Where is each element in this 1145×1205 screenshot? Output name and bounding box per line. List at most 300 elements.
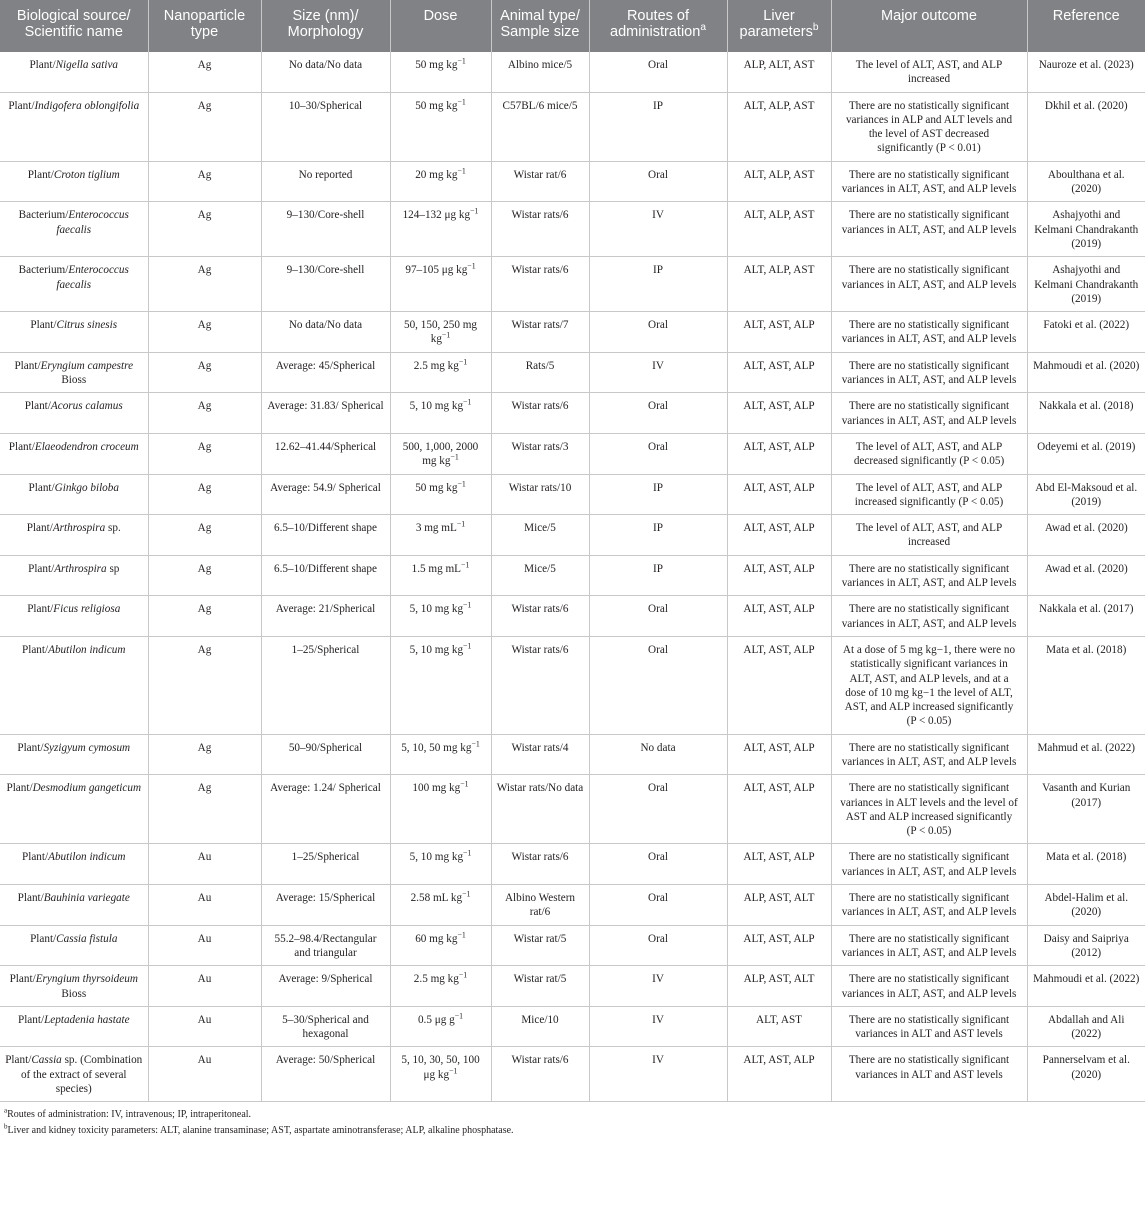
dose-value: 1.5 mg mL [411, 562, 462, 575]
cell-liver-parameters: ALT, AST, ALP [727, 925, 831, 966]
source-prefix: Plant/ [30, 319, 57, 332]
column-header-label: Routes of administration [610, 8, 701, 40]
cell-reference: Mahmoudi et al. (2022) [1027, 966, 1145, 1007]
cell-dose [390, 433, 491, 474]
footnote-text: Liver and kidney toxicity parameters: ALT, alanine transaminase; AST, aspartate aminotransferase; ALP, alkaline phosphatase. [7, 1125, 514, 1137]
cell-liver-parameters: ALT, AST, ALP [727, 474, 831, 515]
cell-reference: Fatoki et al. (2022) [1027, 312, 1145, 353]
cell-route: IP [589, 555, 727, 596]
table-row [0, 775, 1145, 844]
scientific-name: Abutilon indicum [48, 643, 126, 656]
cell-animal-sample: Wistar rats/6 [491, 257, 589, 312]
cell-reference: Dkhil et al. (2020) [1027, 92, 1145, 161]
cell-size-morphology: 9–130/Core-shell [261, 202, 390, 257]
cell-dose [390, 596, 491, 637]
cell-reference: Mata et al. (2018) [1027, 636, 1145, 734]
source-prefix: Plant/ [22, 643, 49, 656]
cell-major-outcome: There are no statistically significant variances in ALT, AST, and ALP levels [831, 555, 1027, 596]
dose-exponent: −1 [467, 261, 476, 271]
cell-reference: Abdel-Halim et al. (2020) [1027, 885, 1145, 926]
column-header-label: Animal type/ Sample size [500, 8, 580, 40]
cell-major-outcome: There are no statistically significant variances in ALT, AST, and ALP levels [831, 257, 1027, 312]
scientific-name: Nigella sativa [55, 59, 119, 71]
cell-animal-sample: Wistar rats/7 [491, 312, 589, 353]
dose-value: 2.5 mg kg [413, 973, 459, 986]
cell-route: IV [589, 1006, 727, 1047]
cell-liver-parameters: ALP, ALT, AST [727, 52, 831, 92]
column-header [261, 0, 390, 52]
column-header-label: Reference [1052, 8, 1120, 24]
cell-source [0, 596, 148, 637]
scientific-name: Leptadenia hastate [44, 1013, 130, 1026]
cell-route: IP [589, 515, 727, 556]
source-prefix: Plant/ [30, 932, 57, 945]
cell-nanoparticle-type: Ag [148, 393, 261, 434]
source-prefix: Plant/ [28, 481, 55, 494]
cell-source [0, 885, 148, 926]
cell-animal-sample: Wistar rats/6 [491, 596, 589, 637]
cell-animal-sample: Rats/5 [491, 352, 589, 393]
column-header [148, 0, 261, 52]
dose-exponent: −1 [461, 559, 470, 569]
header-row [0, 0, 1145, 52]
column-header-label: Major outcome [881, 8, 977, 24]
cell-liver-parameters: ALT, AST, ALP [727, 734, 831, 775]
dose-exponent: −1 [463, 848, 472, 858]
cell-nanoparticle-type: Ag [148, 555, 261, 596]
scientific-name: Bauhinia variegate [43, 892, 130, 905]
dose-value: 3 mg mL [415, 522, 457, 535]
cell-reference: Ashajyothi and Kelmani Chandrakanth (2019) [1027, 202, 1145, 257]
table-row [0, 734, 1145, 775]
footnote-marker: b [4, 1123, 8, 1131]
cell-major-outcome: There are no statistically significant variances in ALT, AST, and ALP levels [831, 202, 1027, 257]
dose-exponent: −1 [460, 779, 469, 789]
source-prefix: Plant/ [8, 99, 35, 112]
cell-nanoparticle-type: Au [148, 966, 261, 1007]
scientific-name: Eryngium campestre [40, 359, 134, 372]
cell-liver-parameters: ALT, AST, ALP [727, 433, 831, 474]
table-body [0, 52, 1145, 1102]
cell-route: IP [589, 92, 727, 161]
cell-source [0, 966, 148, 1007]
cell-liver-parameters: ALT, AST, ALP [727, 393, 831, 434]
scientific-name: Ginkgo biloba [54, 481, 119, 494]
scientific-name: Enterococcus faecalis [56, 209, 129, 236]
cell-size-morphology: Average: 45/Spherical [261, 352, 390, 393]
cell-animal-sample: C57BL/6 mice/5 [491, 92, 589, 161]
cell-reference: Awad et al. (2020) [1027, 555, 1145, 596]
cell-animal-sample: Mice/5 [491, 555, 589, 596]
cell-size-morphology: 12.62–41.44/Spherical [261, 433, 390, 474]
cell-major-outcome: There are no statistically significant variances in ALT and AST levels [831, 1047, 1027, 1102]
dose-value: 20 mg kg [415, 168, 458, 181]
cell-reference: Abdallah and Ali (2022) [1027, 1006, 1145, 1047]
cell-source [0, 925, 148, 966]
cell-size-morphology: Average: 21/Spherical [261, 596, 390, 637]
column-header [589, 0, 727, 52]
column-header [1027, 0, 1145, 52]
footnote [4, 1108, 1141, 1121]
source-prefix: Plant/ [17, 741, 44, 754]
dose-exponent: −1 [470, 206, 479, 216]
cell-reference: Aboulthana et al. (2020) [1027, 161, 1145, 202]
footnote-marker: b [812, 22, 819, 34]
source-prefix: Plant/ [24, 400, 51, 413]
cell-animal-sample: Albino mice/5 [491, 52, 589, 92]
scientific-name: Acorus calamus [50, 400, 123, 413]
cell-major-outcome: There are no statistically significant variances in ALT and AST levels [831, 1006, 1027, 1047]
scientific-name: Croton tiglium [53, 168, 120, 181]
cell-dose [390, 636, 491, 734]
column-header [831, 0, 1027, 52]
cell-animal-sample: Mice/5 [491, 515, 589, 556]
cell-major-outcome: There are no statistically significant variances in ALT, AST, and ALP levels [831, 734, 1027, 775]
source-prefix: Bacterium/ [18, 209, 69, 222]
dose-value: 5, 10, 30, 50, 100 μg kg [401, 1054, 480, 1081]
scientific-name: Arthrospira [52, 522, 106, 535]
cell-route: IV [589, 1047, 727, 1102]
cell-major-outcome: The level of ALT, AST, and ALP decreased significantly (P < 0.05) [831, 433, 1027, 474]
dose-value: 50 mg kg [415, 481, 458, 494]
cell-major-outcome: The level of ALT, AST, and ALP increased [831, 515, 1027, 556]
dose-value: 5, 10, 50 mg kg [401, 741, 472, 754]
cell-liver-parameters: ALT, AST, ALP [727, 515, 831, 556]
table-row [0, 474, 1145, 515]
cell-nanoparticle-type: Ag [148, 202, 261, 257]
cell-nanoparticle-type: Ag [148, 775, 261, 844]
cell-dose [390, 52, 491, 92]
cell-source [0, 92, 148, 161]
cell-nanoparticle-type: Ag [148, 474, 261, 515]
table-row [0, 844, 1145, 885]
cell-dose [390, 393, 491, 434]
table-row [0, 555, 1145, 596]
cell-dose [390, 1006, 491, 1047]
cell-animal-sample: Wistar rats/No data [491, 775, 589, 844]
dose-value: 100 mg kg [412, 782, 461, 795]
cell-major-outcome: The level of ALT, AST, and ALP increased significantly (P < 0.05) [831, 474, 1027, 515]
table-row [0, 1047, 1145, 1102]
cell-nanoparticle-type: Au [148, 844, 261, 885]
cell-liver-parameters: ALT, ALP, AST [727, 257, 831, 312]
cell-major-outcome: There are no statistically significant variances in ALT, AST, and ALP levels [831, 312, 1027, 353]
cell-reference: Mata et al. (2018) [1027, 844, 1145, 885]
source-prefix: Plant/ [29, 59, 56, 71]
cell-size-morphology: 5–30/Spherical and hexagonal [261, 1006, 390, 1047]
cell-source [0, 352, 148, 393]
source-prefix: Plant/ [14, 359, 41, 372]
source-prefix: Plant/ [26, 522, 53, 535]
cell-source [0, 515, 148, 556]
cell-size-morphology: No data/No data [261, 52, 390, 92]
cell-animal-sample: Wistar rats/6 [491, 1047, 589, 1102]
cell-dose [390, 161, 491, 202]
table-row [0, 885, 1145, 926]
cell-liver-parameters: ALT, ALP, AST [727, 161, 831, 202]
dose-value: 5, 10 mg kg [409, 851, 464, 864]
column-header-label: Nanoparticle type [163, 8, 246, 40]
cell-animal-sample: Wistar rat/6 [491, 161, 589, 202]
cell-source [0, 474, 148, 515]
cell-animal-sample: Wistar rats/4 [491, 734, 589, 775]
cell-nanoparticle-type: Ag [148, 257, 261, 312]
dose-exponent: −1 [458, 357, 468, 367]
cell-route: IP [589, 474, 727, 515]
dose-value: 124–132 μg kg [402, 209, 471, 222]
cell-dose [390, 734, 491, 775]
cell-dose [390, 555, 491, 596]
cell-animal-sample: Wistar rats/6 [491, 636, 589, 734]
footnote-text: Routes of administration: IV, intravenous; IP, intraperitoneal. [7, 1109, 252, 1121]
cell-reference: Pannerselvam et al. (2020) [1027, 1047, 1145, 1102]
dose-exponent: −1 [441, 330, 451, 340]
cell-nanoparticle-type: Ag [148, 734, 261, 775]
cell-nanoparticle-type: Ag [148, 161, 261, 202]
table-row [0, 433, 1145, 474]
cell-source [0, 393, 148, 434]
cell-major-outcome: There are no statistically significant variances in ALT, AST, and ALP levels [831, 596, 1027, 637]
scientific-name: Abutilon indicum [48, 851, 126, 864]
scientific-name: Eryngium thyrsoideum [35, 973, 138, 986]
cell-major-outcome: At a dose of 5 mg kg−1, there were no statistically significant variances in ALT, AST, and ALP levels, and at a dose of 10 mg kg−1 the level of ALT, AST, and ALP increased significantly (P < 0.05) [831, 636, 1027, 734]
dose-value: 2.5 mg kg [413, 359, 459, 372]
cell-reference: Mahmoudi et al. (2020) [1027, 352, 1145, 393]
cell-nanoparticle-type: Ag [148, 92, 261, 161]
cell-route: Oral [589, 312, 727, 353]
cell-liver-parameters: ALT, AST [727, 1006, 831, 1047]
cell-major-outcome: There are no statistically significant variances in ALT, AST, and ALP levels [831, 352, 1027, 393]
cell-size-morphology: No reported [261, 161, 390, 202]
dose-value: 50 mg kg [415, 99, 458, 112]
source-suffix: sp. (Combination of the extract of several species) [20, 1054, 143, 1096]
cell-dose [390, 312, 491, 353]
source-suffix: sp. [105, 522, 121, 535]
dose-exponent: −1 [449, 1066, 458, 1075]
cell-source [0, 734, 148, 775]
cell-nanoparticle-type: Ag [148, 515, 261, 556]
cell-animal-sample: Wistar rats/6 [491, 393, 589, 434]
dose-exponent: −1 [463, 641, 472, 651]
source-suffix: Bioss [61, 987, 87, 1000]
cell-source [0, 202, 148, 257]
cell-liver-parameters: ALT, ALP, AST [727, 92, 831, 161]
cell-route: Oral [589, 161, 727, 202]
cell-source [0, 636, 148, 734]
cell-major-outcome: There are no statistically significant variances in ALT, AST, and ALP levels [831, 925, 1027, 966]
table-row [0, 352, 1145, 393]
table-row [0, 636, 1145, 734]
scientific-name: Cassia [31, 1054, 62, 1067]
cell-major-outcome: There are no statistically significant variances in ALT, AST, and ALP levels [831, 161, 1027, 202]
dose-exponent: −1 [454, 1011, 464, 1021]
scientific-name: Cassia fistula [56, 932, 118, 945]
cell-size-morphology: Average: 31.83/ Spherical [261, 393, 390, 434]
cell-dose [390, 352, 491, 393]
dose-exponent: −1 [463, 600, 472, 610]
dose-value: 2.58 mL kg [410, 892, 463, 905]
footnotes [0, 1102, 1145, 1137]
table-row [0, 1006, 1145, 1047]
cell-size-morphology: 10–30/Spherical [261, 92, 390, 161]
cell-dose [390, 202, 491, 257]
source-prefix: Plant/ [17, 892, 44, 905]
cell-size-morphology: 50–90/Spherical [261, 734, 390, 775]
dose-value: 97–105 μg kg [405, 264, 468, 277]
source-prefix: Plant/ [6, 782, 33, 795]
cell-source [0, 1047, 148, 1102]
cell-reference: Ashajyothi and Kelmani Chandrakanth (2019) [1027, 257, 1145, 312]
source-prefix: Plant/ [27, 168, 54, 181]
cell-animal-sample: Wistar rat/5 [491, 966, 589, 1007]
cell-major-outcome: The level of ALT, AST, and ALP increased [831, 52, 1027, 92]
cell-liver-parameters: ALT, AST, ALP [727, 596, 831, 637]
cell-nanoparticle-type: Au [148, 885, 261, 926]
cell-route: IV [589, 202, 727, 257]
cell-size-morphology: No data/No data [261, 312, 390, 353]
cell-nanoparticle-type: Ag [148, 52, 261, 92]
cell-nanoparticle-type: Ag [148, 352, 261, 393]
cell-liver-parameters: ALT, AST, ALP [727, 352, 831, 393]
column-header [491, 0, 589, 52]
cell-dose [390, 885, 491, 926]
cell-reference: Nakkala et al. (2017) [1027, 596, 1145, 637]
cell-source [0, 1006, 148, 1047]
column-header-label: Size (nm)/ Morphology [287, 8, 364, 40]
source-prefix: Bacterium/ [18, 264, 69, 277]
cell-route: Oral [589, 885, 727, 926]
cell-nanoparticle-type: Au [148, 1047, 261, 1102]
cell-size-morphology: 1–25/Spherical [261, 636, 390, 734]
column-header [0, 0, 148, 52]
cell-liver-parameters: ALT, AST, ALP [727, 775, 831, 844]
table-row [0, 966, 1145, 1007]
cell-animal-sample: Wistar rats/6 [491, 844, 589, 885]
table-row [0, 596, 1145, 637]
source-prefix: Plant/ [28, 562, 55, 575]
scientific-name: Syzigyum cymosum [43, 741, 131, 754]
table-row [0, 202, 1145, 257]
cell-size-morphology: Average: 50/Spherical [261, 1047, 390, 1102]
dose-exponent: −1 [457, 166, 466, 176]
cell-size-morphology: Average: 9/Spherical [261, 966, 390, 1007]
cell-animal-sample: Wistar rats/3 [491, 433, 589, 474]
dose-exponent: −1 [458, 970, 468, 980]
table-row [0, 312, 1145, 353]
column-header-label: Biological source/ Scientific name [16, 8, 131, 40]
cell-route: Oral [589, 775, 727, 844]
cell-route: IP [589, 257, 727, 312]
cell-major-outcome: There are no statistically significant variances in ALT, AST, and ALP levels [831, 966, 1027, 1007]
source-prefix: Plant/ [5, 1054, 32, 1067]
cell-liver-parameters: ALT, AST, ALP [727, 312, 831, 353]
source-suffix: sp [106, 562, 120, 575]
cell-source [0, 312, 148, 353]
cell-nanoparticle-type: Au [148, 925, 261, 966]
cell-reference: Daisy and Saipriya (2012) [1027, 925, 1145, 966]
footnote-marker: a [4, 1107, 8, 1115]
cell-source [0, 433, 148, 474]
cell-route: Oral [589, 925, 727, 966]
table-row [0, 393, 1145, 434]
cell-nanoparticle-type: Ag [148, 596, 261, 637]
cell-source [0, 161, 148, 202]
dose-exponent: −1 [462, 889, 471, 899]
cell-source [0, 52, 148, 92]
cell-liver-parameters: ALT, AST, ALP [727, 1047, 831, 1102]
column-header [727, 0, 831, 52]
cell-route: Oral [589, 433, 727, 474]
cell-route: No data [589, 734, 727, 775]
cell-dose [390, 1047, 491, 1102]
footnote [4, 1124, 1141, 1137]
source-suffix: Bioss [61, 374, 87, 387]
table-row [0, 925, 1145, 966]
cell-major-outcome: There are no statistically significant variances in ALT, AST, and ALP levels [831, 885, 1027, 926]
dose-exponent: −1 [457, 56, 466, 66]
scientific-name: Indigofera oblongifolia [34, 99, 140, 112]
cell-reference: Awad et al. (2020) [1027, 515, 1145, 556]
cell-reference: Mahmud et al. (2022) [1027, 734, 1145, 775]
cell-nanoparticle-type: Ag [148, 636, 261, 734]
cell-liver-parameters: ALT, AST, ALP [727, 555, 831, 596]
cell-source [0, 844, 148, 885]
source-prefix: Plant/ [8, 440, 35, 453]
table-row [0, 257, 1145, 312]
table-row [0, 161, 1145, 202]
cell-dose [390, 925, 491, 966]
dose-value: 500, 1,000, 2000 mg kg [402, 440, 479, 468]
cell-reference: Abd El-Maksoud et al. (2019) [1027, 474, 1145, 515]
cell-animal-sample: Albino Western rat/6 [491, 885, 589, 926]
cell-nanoparticle-type: Ag [148, 433, 261, 474]
dose-value: 50 mg kg [415, 59, 458, 71]
cell-major-outcome: There are no statistically significant variances in ALT, AST, and ALP levels [831, 393, 1027, 434]
cell-dose [390, 775, 491, 844]
cell-size-morphology: 6.5–10/Different shape [261, 515, 390, 556]
cell-route: Oral [589, 596, 727, 637]
cell-source [0, 775, 148, 844]
cell-size-morphology: Average: 1.24/ Spherical [261, 775, 390, 844]
cell-animal-sample: Wistar rats/10 [491, 474, 589, 515]
column-header-label: Liver parameters [739, 8, 813, 40]
cell-animal-sample: Mice/10 [491, 1006, 589, 1047]
cell-reference: Odeyemi et al. (2019) [1027, 433, 1145, 474]
cell-size-morphology: 1–25/Spherical [261, 844, 390, 885]
cell-animal-sample: Wistar rats/6 [491, 202, 589, 257]
scientific-name: Arthrospira [54, 562, 107, 575]
cell-dose [390, 966, 491, 1007]
cell-dose [390, 474, 491, 515]
dose-exponent: −1 [463, 397, 472, 407]
dose-exponent: −1 [457, 929, 466, 939]
cell-size-morphology: 55.2–98.4/Rectangular and triangular [261, 925, 390, 966]
cell-major-outcome: There are no statistically significant variances in ALT, AST, and ALP levels [831, 844, 1027, 885]
cell-source [0, 257, 148, 312]
dose-exponent: −1 [457, 96, 466, 106]
cell-route: IV [589, 966, 727, 1007]
cell-liver-parameters: ALP, AST, ALT [727, 885, 831, 926]
cell-liver-parameters: ALT, AST, ALP [727, 636, 831, 734]
cell-major-outcome: There are no statistically significant variances in ALT levels and the level of AST and ALP increased significantly (P < 0.05) [831, 775, 1027, 844]
dose-value: 5, 10 mg kg [409, 603, 464, 616]
cell-route: IV [589, 352, 727, 393]
cell-route: Oral [589, 393, 727, 434]
cell-liver-parameters: ALT, AST, ALP [727, 844, 831, 885]
cell-liver-parameters: ALP, AST, ALT [727, 966, 831, 1007]
table-row [0, 515, 1145, 556]
source-prefix: Plant/ [9, 973, 36, 986]
